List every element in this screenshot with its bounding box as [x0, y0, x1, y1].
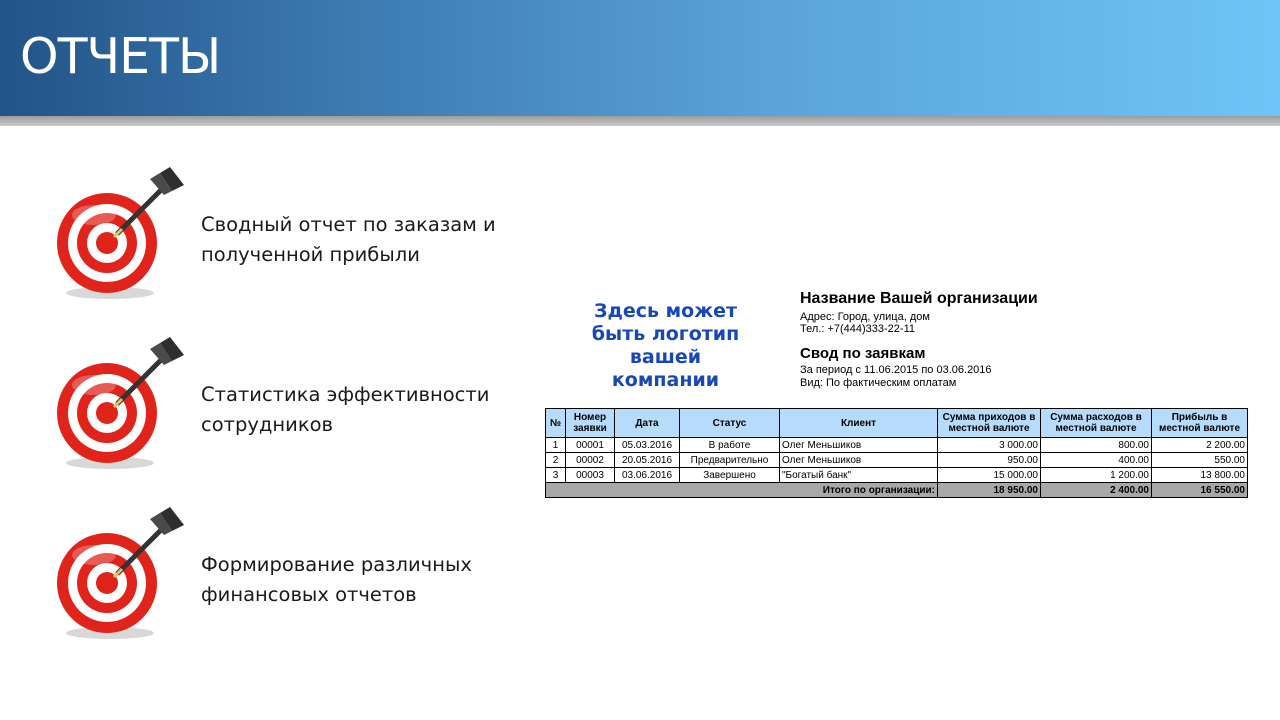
table-cell: 950.00 — [938, 453, 1041, 468]
bullet-text-line: сотрудников — [201, 413, 334, 436]
table-cell: 1 — [546, 438, 566, 453]
bullet-text — [201, 210, 496, 270]
target-dart-icon — [52, 505, 192, 645]
table-row — [546, 438, 1248, 453]
table-cell: Предварительно — [680, 453, 780, 468]
bullet-text-line: Формирование различных — [201, 553, 472, 576]
table-cell: 800.00 — [1041, 438, 1152, 453]
table-cell: 400.00 — [1041, 453, 1152, 468]
table-cell: 3 000.00 — [938, 438, 1041, 453]
logo-placeholder-line: Здесь может — [593, 300, 737, 322]
total-cell: 16 550.00 — [1152, 483, 1248, 498]
table-cell: 03.06.2016 — [615, 468, 680, 483]
logo-placeholder — [578, 300, 753, 392]
table-cell: 15 000.00 — [938, 468, 1041, 483]
table-row — [546, 453, 1248, 468]
column-header: Статус — [680, 409, 780, 438]
banner-shadow — [0, 116, 1280, 126]
target-dart-icon — [52, 165, 192, 305]
column-header: Клиент — [780, 409, 938, 438]
total-cell: 18 950.00 — [938, 483, 1041, 498]
table-cell: Олег Меньшиков — [780, 453, 938, 468]
table-cell: 2 — [546, 453, 566, 468]
table-cell: 1 200.00 — [1041, 468, 1152, 483]
org-name: Название Вашей организации — [800, 290, 1038, 307]
column-header: Сумма расходов в местной валюте — [1041, 409, 1152, 438]
bullet-text-line: финансовых отчетов — [201, 583, 417, 606]
slide-title: ОТЧЕТЫ — [20, 28, 221, 85]
total-label: Итого по организации: — [546, 483, 938, 498]
bullet-text-line: Сводный отчет по заказам и — [201, 213, 496, 236]
bullet-text — [201, 380, 489, 440]
table-cell: 00002 — [566, 453, 615, 468]
logo-placeholder-line: вашей — [629, 346, 702, 368]
table-cell: 2 200.00 — [1152, 438, 1248, 453]
bullet-item — [52, 505, 512, 655]
target-dart-icon — [52, 335, 192, 475]
table-cell: 550.00 — [1152, 453, 1248, 468]
org-address: Адрес: Город, улица, дом — [800, 311, 930, 323]
column-header: Номер заявки — [566, 409, 615, 438]
column-header: Сумма приходов в местной валюте — [938, 409, 1041, 438]
table-cell: Олег Меньшиков — [780, 438, 938, 453]
table-row — [546, 468, 1248, 483]
table-cell: 20.05.2016 — [615, 453, 680, 468]
table-cell: 00001 — [566, 438, 615, 453]
org-phone: Тел.: +7(444)333-22-11 — [800, 323, 915, 335]
table-cell: "Богатый банк" — [780, 468, 938, 483]
bullet-item — [52, 335, 512, 485]
table-cell: 05.03.2016 — [615, 438, 680, 453]
table-cell: В работе — [680, 438, 780, 453]
table-cell: 3 — [546, 468, 566, 483]
bullet-item — [52, 165, 512, 315]
bullet-text-line: полученной прибыли — [201, 243, 420, 266]
report-view: Вид: По фактическим оплатам — [800, 377, 957, 389]
report-table — [545, 408, 1248, 498]
table-total-row — [546, 483, 1248, 498]
bullet-text — [201, 550, 472, 610]
column-header: Прибыль в местной валюте — [1152, 409, 1248, 438]
table-header-row — [546, 409, 1248, 438]
total-cell: 2 400.00 — [1041, 483, 1152, 498]
column-header: Дата — [615, 409, 680, 438]
table-cell: 00003 — [566, 468, 615, 483]
column-header: № — [546, 409, 566, 438]
report-period: За период с 11.06.2015 по 03.06.2016 — [800, 364, 992, 376]
logo-placeholder-line: компании — [611, 369, 720, 391]
table-cell: 13 800.00 — [1152, 468, 1248, 483]
report-title: Свод по заявкам — [800, 345, 926, 362]
logo-placeholder-line: быть логотип — [591, 323, 740, 345]
bullet-text-line: Статистика эффективности — [201, 383, 490, 406]
table-cell: Завершено — [680, 468, 780, 483]
